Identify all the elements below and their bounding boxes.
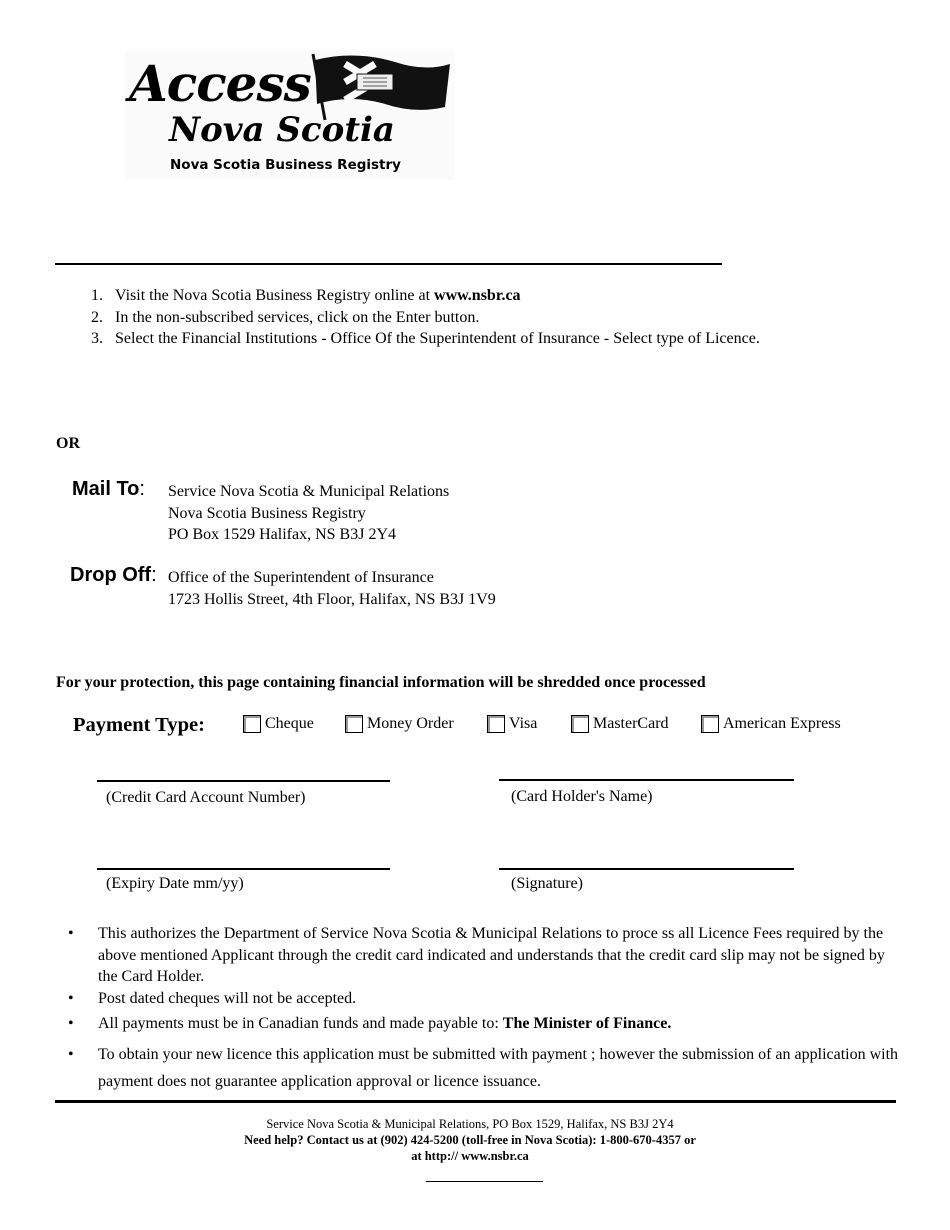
- terms-item: • This authorizes the Department of Service Nova Scotia & Municipal Relations to proce ss all Licence Fees required by the above mentioned Applicant through the credit card indicated and understands that the credit card slip may not be signed by the Card Holder.: [68, 925, 885, 985]
- expiry-date-label: (Expiry Date mm/yy): [106, 875, 244, 892]
- terms-list: [68, 923, 908, 1095]
- footer-divider: [55, 1100, 896, 1103]
- step-number: 1.: [91, 287, 103, 304]
- card-holder-name-field[interactable]: [499, 779, 794, 781]
- expiry-date-field[interactable]: [97, 868, 390, 870]
- address-line: PO Box 1529 Halifax, NS B3J 2Y4: [168, 526, 397, 543]
- credit-card-number-label: (Credit Card Account Number): [106, 789, 306, 806]
- logo-nova-scotia-text: Nova Scotia: [169, 110, 395, 150]
- signature-label: (Signature): [511, 875, 583, 892]
- footer-website[interactable]: at http:// www.nsbr.ca: [411, 1149, 529, 1163]
- or-label: OR: [56, 435, 80, 452]
- checkbox[interactable]: [345, 715, 363, 733]
- drop-off-label: Drop Off:: [70, 564, 157, 586]
- footer-short-rule: [426, 1181, 543, 1182]
- card-holder-name-label: (Card Holder's Name): [511, 788, 653, 805]
- checkbox[interactable]: [243, 715, 261, 733]
- instruction-step: [58, 285, 760, 307]
- payment-option-mastercard[interactable]: MasterCard: [571, 715, 669, 733]
- footer: [150, 1116, 790, 1164]
- logo-access-text: Access: [129, 54, 311, 113]
- checkbox[interactable]: [487, 715, 505, 733]
- address-line: Office of the Superintendent of Insurance: [168, 569, 434, 586]
- terms-item: • Post dated cheques will not be accepted.: [68, 989, 357, 1007]
- mail-address: [168, 481, 449, 546]
- footer-address: Service Nova Scotia & Municipal Relations, PO Box 1529, Halifax, NS B3J 2Y4: [266, 1117, 674, 1131]
- payment-type-label: Payment Type:: [73, 714, 205, 736]
- signature-field[interactable]: [499, 868, 794, 870]
- footer-help: Need help? Contact us at (902) 424-5200 (toll-free in Nova Scotia): 1-800-670-4357 or: [244, 1133, 696, 1147]
- drop-off-address: [168, 567, 496, 610]
- instruction-step: [58, 307, 760, 329]
- checkbox[interactable]: [701, 715, 719, 733]
- protection-note: For your protection, this page containing financial information will be shredded once processed: [56, 674, 706, 691]
- payment-option-american-express[interactable]: American Express: [701, 715, 841, 733]
- step-text: Visit the Nova Scotia Business Registry online at www.nsbr.ca: [115, 287, 521, 304]
- access-nova-scotia-logo: [125, 50, 455, 180]
- terms-item: • All payments must be in Canadian funds and made payable to: The Minister of Finance.: [68, 1015, 672, 1032]
- address-line: Service Nova Scotia & Municipal Relations: [168, 483, 450, 500]
- step-number: 2.: [91, 308, 103, 326]
- checkbox[interactable]: [571, 715, 589, 733]
- credit-card-number-field[interactable]: [97, 780, 390, 782]
- step-text: In the non-subscribed services, click on the Enter button.: [115, 308, 480, 326]
- payment-option-visa[interactable]: Visa: [487, 715, 537, 733]
- address-line: Nova Scotia Business Registry: [168, 504, 366, 522]
- step-number: 3.: [91, 330, 103, 347]
- website-link[interactable]: www.nsbr.ca: [434, 287, 521, 304]
- instructions-list: [58, 285, 760, 350]
- step-text: Select the Financial Institutions - Office Of the Superintendent of Insurance - Select type of Licence.: [115, 330, 760, 347]
- top-divider: [55, 263, 722, 265]
- terms-item: • To obtain your new licence this application must be submitted with payment ; however the submission of an application with payment does not guarantee application approval or licence issuance.: [68, 1045, 899, 1090]
- payment-option-cheque[interactable]: Cheque: [243, 715, 314, 733]
- payment-option-money-order[interactable]: Money Order: [345, 715, 454, 733]
- payee-name: The Minister of Finance.: [502, 1015, 672, 1032]
- instruction-step: [58, 328, 760, 350]
- logo-registry-text: Nova Scotia Business Registry: [170, 157, 401, 173]
- mail-to-label: Mail To:: [72, 478, 145, 500]
- address-line: 1723 Hollis Street, 4th Floor, Halifax, NS B3J 1V9: [168, 590, 496, 608]
